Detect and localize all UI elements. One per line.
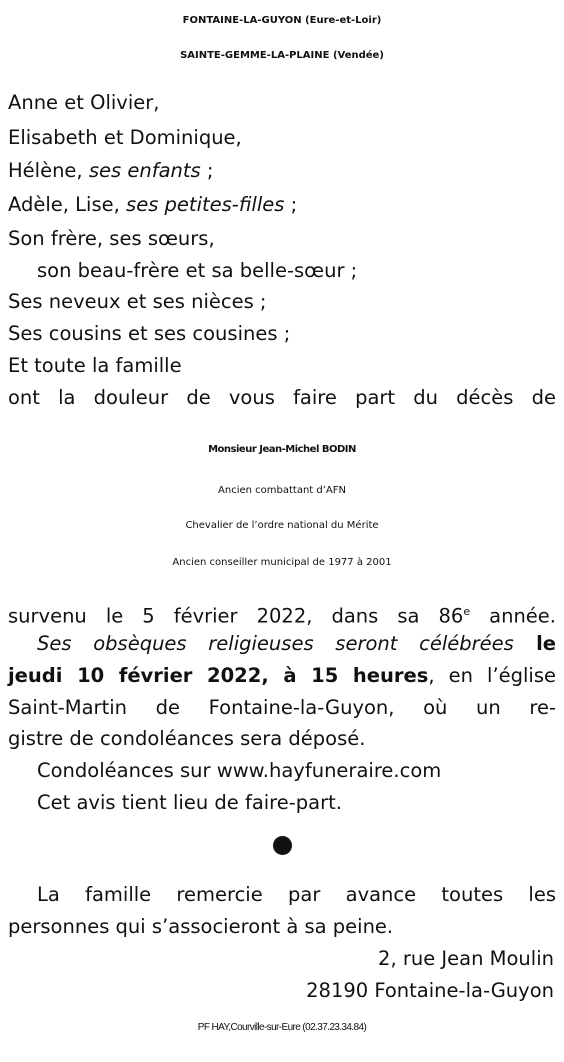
details-line-2: Ses obsèques religieuses seront célébrées le [37,632,556,655]
details-line-3: jeudi 10 février 2022, à 15 heures, en l’église [8,664,557,687]
thanks-line-2: personnes qui s’associeront à sa peine. [8,915,394,938]
family-line-7: Ses neveux et ses nièces ; [8,290,267,313]
separator-dot [273,836,292,855]
details-line-5: gistre de condoléances sera déposé. [8,727,366,750]
family-line-8: Ses cousins et ses cousines ; [8,322,291,345]
details-line-4: Saint-Martin de Fontaine-la-Guyon, où un re- [8,696,556,719]
family-line-1: Anne et Olivier, [8,91,160,114]
condolences-website: Condoléances sur www.hayfuneraire.com [37,759,442,782]
header-location-2: SAINTE-GEMME-LA-PLAINE (Vendée) [180,50,384,61]
family-line-4: Adèle, Lise, ses petites-filles ; [8,193,298,216]
address-street: 2, rue Jean Moulin [378,947,554,970]
header-location-1: FONTAINE-LA-GUYON (Eure-et-Loir) [182,15,382,26]
address-city: 28190 Fontaine-la-Guyon [306,979,554,1002]
family-line-3: Hélène, ses enfants ; [8,159,214,182]
family-line-5: Son frère, ses sœurs, [8,227,215,250]
deceased-name: Monsieur Jean-Michel BODIN [208,444,356,455]
funeral-home-contact: PF HAY,Courville-sur-Eure (02.37.23.34.84) [197,1022,367,1033]
family-line-6: son beau-frère et sa belle-sœur ; [37,259,358,282]
thanks-line-1: La famille remercie par avance toutes les [37,883,556,906]
family-line-2: Elisabeth et Dominique, [8,126,242,149]
deceased-title-3: Ancien conseiller municipal de 1977 à 2001 [172,557,392,568]
family-line-9: Et toute la famille [8,354,182,377]
details-line-1: survenu le 5 février 2022, dans sa 86e année. [8,604,556,628]
deceased-title-1: Ancien combattant d’AFN [218,485,346,496]
deceased-title-2: Chevalier de l’ordre national du Mérite [185,520,379,531]
family-line-10: ont la douleur de vous faire part du décès de [8,386,556,409]
details-line-7: Cet avis tient lieu de faire-part. [37,791,342,814]
